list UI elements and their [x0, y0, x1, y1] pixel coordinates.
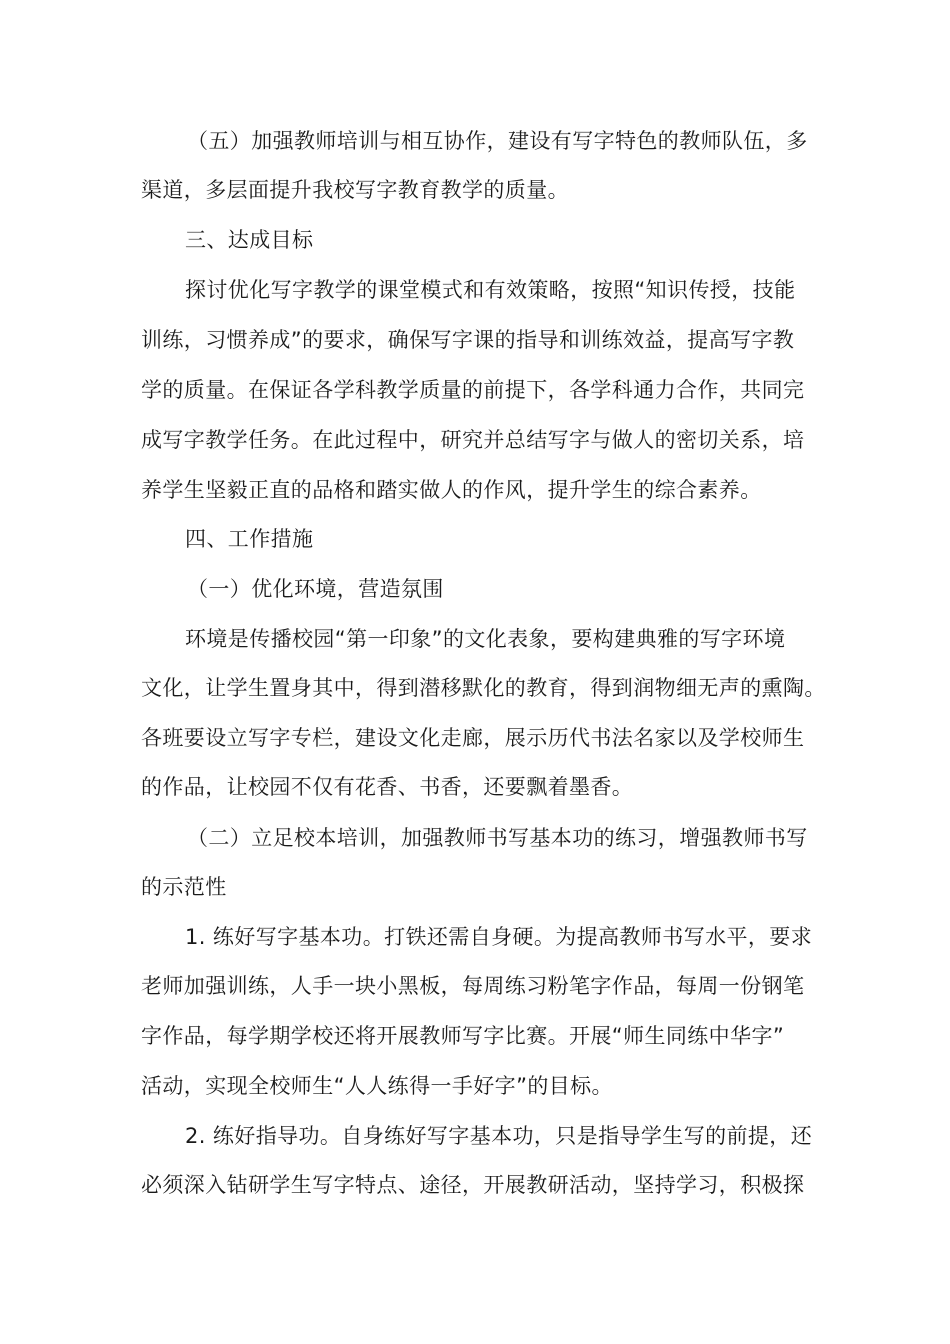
paragraph-line: 的示范性 — [141, 875, 227, 899]
paragraph-line: 字作品，每学期学校还将开展教师写字比赛。开展“师生同练中华字” — [141, 1024, 785, 1048]
paragraph-line: 活动，实现全校师生“人人练得一手好字”的目标。 — [141, 1074, 613, 1098]
paragraph-line: 环境是传播校园“第一印象”的文化表象，要构建典雅的写字环境 — [185, 627, 786, 651]
paragraph-line: 的作品，让校园不仅有花香、书香，还要飘着墨香。 — [141, 775, 634, 799]
paragraph-line: 成写字教学任务。在此过程中，研究并总结写字与做人的密切关系，培 — [141, 428, 805, 452]
paragraph-line: 探讨优化写字教学的课堂模式和有效策略，按照“知识传授，技能 — [185, 278, 796, 302]
paragraph-line: 养学生坚毅正直的品格和踏实做人的作风，提升学生的综合素养。 — [141, 478, 762, 502]
paragraph-line: 渠道，多层面提升我校写字教育教学的质量。 — [141, 178, 569, 202]
paragraph-line: 学的质量。在保证各学科教学质量的前提下，各学科通力合作，共同完 — [141, 378, 805, 402]
section-heading: 三、达成目标 — [185, 228, 314, 252]
paragraph-line: 老师加强训练，人手一块小黑板，每周练习粉笔字作品，每周一份钢笔 — [141, 974, 805, 998]
subsection-heading: （二）立足校本培训，加强教师书写基本功的练习，增强教师书写 — [187, 826, 808, 850]
paragraph-line: 训练，习惯养成”的要求，确保写字课的指导和训练效益，提高写字教 — [141, 328, 795, 352]
section-heading: 四、工作措施 — [185, 527, 314, 551]
paragraph-line: 文化，让学生置身其中，得到潜移默化的教育，得到润物细无声的熏陶。 — [141, 676, 826, 700]
paragraph-line: 各班要设立写字专栏，建设文化走廊，展示历代书法名家以及学校师生 — [141, 726, 805, 750]
paragraph-line: 必须深入钻研学生写字特点、途径，开展教研活动，坚持学习，积极探 — [141, 1173, 805, 1197]
numbered-item: 1. 练好写字基本功。打铁还需自身硬。为提高教师书写水平，要求 — [185, 925, 813, 949]
subsection-heading: （一）优化环境，营造氛围 — [187, 577, 444, 601]
paragraph-line: （五）加强教师培训与相互协作，建设有写字特色的教师队伍，多 — [187, 129, 808, 153]
numbered-item: 2. 练好指导功。自身练好写字基本功，只是指导学生写的前提，还 — [185, 1124, 813, 1148]
